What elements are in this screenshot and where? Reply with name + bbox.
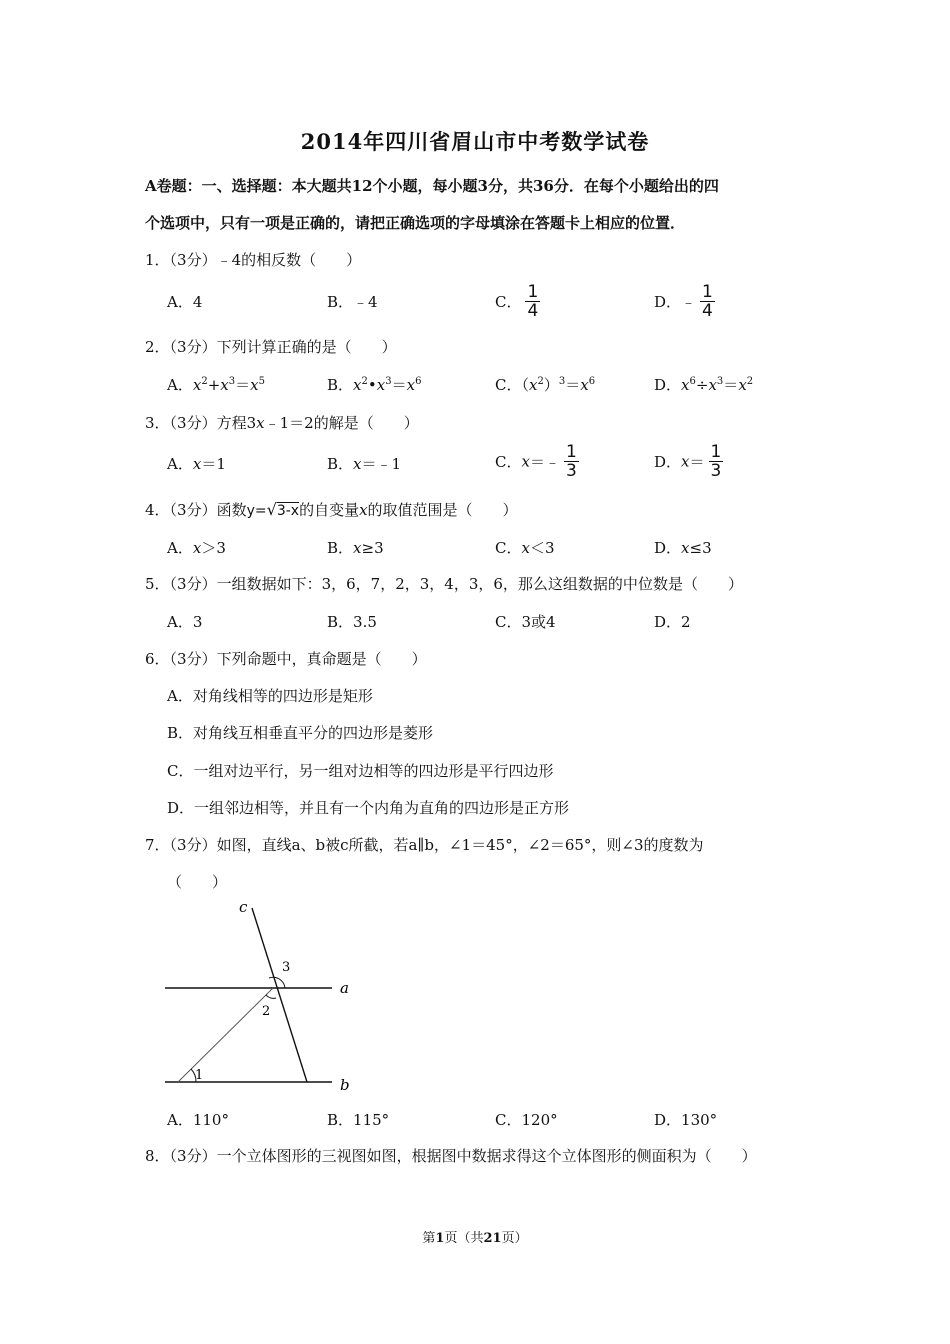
question-8-stem: 8．（3分）一个立体图形的三视图如图，根据图中数据求得这个立体图形的侧面积为（ ）: [145, 1147, 757, 1165]
q2-option-c: C．$(x^2)^3=x^6$: [495, 376, 596, 394]
q2-option-a: A．$x^2+x^3=x^5$: [167, 376, 265, 394]
q1-option-d: D．﹣ $\frac{1}{4}$: [654, 282, 713, 321]
question-4-stem: 4．（3分）函数y=√3-x的自变量x的取值范围是（ ）: [145, 500, 518, 519]
question-5-stem: 5．（3分）一组数据如下：3，6，7，2，3，4，3，6，那么这组数据的中位数是（ ）: [145, 575, 743, 593]
question-3-stem: 3．（3分）方程3x﹣1＝2的解是（ ）: [145, 414, 419, 432]
q6-option-b: B．对角线互相垂直平分的四边形是菱形: [167, 724, 434, 742]
section-heading-line2: 个选项中，只有一项是正确的，请把正确选项的字母填涂在答题卡上相应的位置．: [145, 214, 686, 232]
section-heading-line1: A卷题：一、选择题：本大题共12个小题，每小题3分，共36分．在每个小题给出的四: [145, 177, 719, 195]
question-7-stem: 7．（3分）如图，直线a、b被c所截，若a∥b，∠1＝45°，∠2＝65°，则∠3的度数为: [145, 836, 704, 854]
q3-option-a: A．x＝1: [167, 455, 226, 473]
q6-option-c: C．一组对边平行，另一组对边相等的四边形是平行四边形: [167, 762, 554, 780]
q1-option-a: A．4: [167, 293, 203, 311]
q7-option-b: B．115°: [327, 1111, 390, 1129]
label-c: c: [239, 898, 248, 916]
q1-option-b: B．﹣4: [327, 293, 378, 311]
q7-option-c: C．120°: [495, 1111, 558, 1129]
q6-option-a: A．对角线相等的四边形是矩形: [167, 687, 373, 705]
q5-option-d: D．2: [654, 613, 691, 631]
q4-option-b: B．x≥3: [327, 539, 384, 557]
q5-option-b: B．3.5: [327, 613, 377, 631]
q4-option-d: D．x≤3: [654, 539, 712, 557]
q3-option-b: B．x＝﹣1: [327, 455, 402, 473]
q7-option-a: A．110°: [167, 1111, 229, 1129]
q5-option-c: C．3或4: [495, 613, 556, 631]
q4-option-c: C．x＜3: [495, 539, 555, 557]
q3-option-c: C．x＝﹣ $\frac{1}{3}$: [495, 442, 577, 481]
label-b: b: [340, 1076, 350, 1094]
label-a: a: [340, 979, 349, 997]
q2-option-b: B．$x^2•x^3=x^6$: [327, 376, 422, 394]
parallel-lines-figure: [150, 898, 370, 1098]
page-footer: 第1页（共21页）: [422, 1231, 528, 1246]
label-angle-2: 2: [262, 1004, 271, 1019]
function-formula: y=√3-x: [246, 500, 300, 519]
q1-option-c: C． $\frac{1}{4}$: [495, 282, 539, 321]
line-c: [252, 908, 307, 1082]
question-2-stem: 2．（3分）下列计算正确的是（ ）: [145, 338, 397, 356]
q4-option-a: A．x＞3: [167, 539, 226, 557]
angle-2-arc: [266, 995, 276, 998]
q6-option-d: D．一组邻边相等，并且有一个内角为直角的四边形是正方形: [167, 799, 570, 817]
page-title: 2014年四川省眉山市中考数学试卷: [300, 129, 650, 154]
q2-option-d: D．$x^6\div x^3=x^2$: [654, 376, 754, 394]
q3-option-d: D．x＝ $\frac{1}{3}$: [654, 442, 722, 481]
q5-option-a: A．3: [167, 613, 203, 631]
question-7-stem-continued: （ ）: [167, 873, 228, 891]
diagonal-line: [178, 988, 273, 1082]
question-1-stem: 1．（3分）﹣4的相反数（ ）: [145, 251, 362, 269]
question-6-stem: 6．（3分）下列命题中，真命题是（ ）: [145, 650, 427, 668]
q7-option-d: D．130°: [654, 1111, 718, 1129]
label-angle-1: 1: [195, 1068, 204, 1083]
label-angle-3: 3: [282, 960, 291, 975]
